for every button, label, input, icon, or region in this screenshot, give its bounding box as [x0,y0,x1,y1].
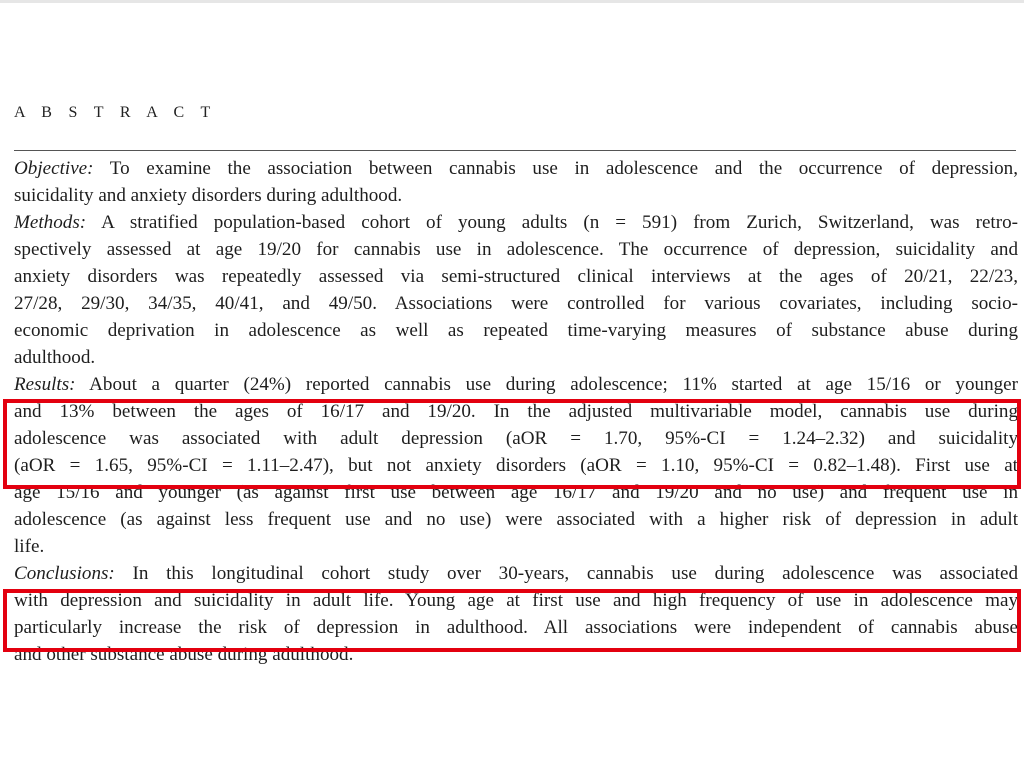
results-highlight-box [3,399,1021,489]
line-text: particularly increase the risk of depression in adulthood. All associations were independent of cannabis abuse [14,617,1018,638]
line-text: and other substance abuse during adulthood. [14,644,354,665]
line-text: adulthood. [14,347,96,368]
conclusions-highlight-box [3,589,1021,652]
line-text: with depression and suicidality in adult life. Young age at first use and high frequency of use in adolescence may [14,590,1018,611]
line-text: adolescence (as against less frequent use and no use) were associated with a higher risk of depression in adult [14,509,1018,530]
abstract-heading: A B S T R A C T [14,104,217,121]
abstract-line [14,290,1018,317]
abstract-line [14,371,1018,398]
line-text: About a quarter (24%) reported cannabis use during adolescence; 11% started at age 15/16 or younger [75,374,1018,395]
abstract-line [14,209,1018,236]
abstract-line [14,182,1018,209]
line-text: suicidality and anxiety disorders during adulthood. [14,185,403,206]
abstract-line [14,560,1018,587]
abstract-line [14,317,1018,344]
section-label: Methods: [14,212,87,233]
line-text: adolescence was associated with adult depression (aOR = 1.70, 95%-CI = 1.24–2.32) and suicidality [14,428,1018,449]
section-label: Results: [14,374,76,395]
line-text: (aOR = 1.65, 95%-CI = 1.11–2.47), but not anxiety disorders (aOR = 1.10, 95%-CI = 0.82–1.48). First use at [14,455,1018,476]
top-border [0,0,1024,3]
line-text: life. [14,536,45,557]
abstract-line [14,344,1018,371]
abstract-line [14,506,1018,533]
abstract-line [14,533,1018,560]
heading-rule [14,150,1016,151]
line-text: spectively assessed at age 19/20 for cannabis use in adolescence. The occurrence of depression, suicidality and [14,239,1018,260]
abstract-line [14,155,1018,182]
line-text: age 15/16 and younger (as against first use between age 16/17 and 19/20 and no use) and frequent use in [14,482,1018,503]
line-text: anxiety disorders was repeatedly assessed via semi-structured clinical interviews at the ages of 20/21, 22/23, [14,266,1018,287]
section-label: Conclusions: [14,563,115,584]
section-label: Objective: [14,158,94,179]
line-text: economic deprivation in adolescence as well as repeated time-varying measures of substance abuse during [14,320,1018,341]
abstract-line [14,236,1018,263]
abstract-line [14,263,1018,290]
line-text: To examine the association between cannabis use in adolescence and the occurrence of depression, [93,158,1018,179]
line-text: In this longitudinal cohort study over 30-years, cannabis use during adolescence was associated [114,563,1018,584]
line-text: A stratified population-based cohort of young adults (n = 591) from Zurich, Switzerland, was retro- [86,212,1018,233]
line-text: 27/28, 29/30, 34/35, 40/41, and 49/50. Associations were controlled for various covariates, including socio- [14,293,1018,314]
line-text: and 13% between the ages of 16/17 and 19/20. In the adjusted multivariable model, cannabis use during [14,401,1018,422]
